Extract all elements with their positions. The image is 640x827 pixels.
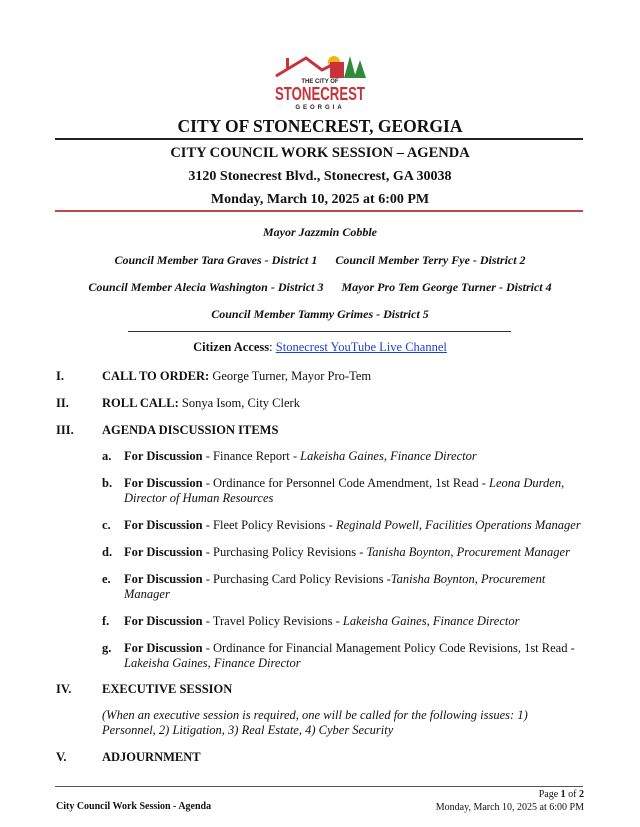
item-presenter: Leona Durden, Director of Human Resources xyxy=(124,476,565,505)
section-number: II. xyxy=(56,396,69,410)
section-title: AGENDA DISCUSSION ITEMS xyxy=(102,423,279,437)
divider xyxy=(55,138,583,140)
divider-thin xyxy=(128,331,511,332)
item-letter: b. xyxy=(102,476,113,490)
section-number: IV. xyxy=(56,682,72,696)
section-number: I. xyxy=(56,369,64,383)
meeting-title: CITY COUNCIL WORK SESSION – AGENDA xyxy=(170,145,470,161)
item-presenter: Lakeisha Gaines, Finance Director xyxy=(300,449,477,463)
item-letter: e. xyxy=(102,572,111,586)
item-letter: f. xyxy=(102,614,110,628)
item-presenter: Reginald Powell, Facilities Operations Manager xyxy=(335,518,581,532)
stonecrest-logo xyxy=(272,52,368,112)
roof-icon xyxy=(276,58,334,76)
tree-icon xyxy=(354,60,366,78)
page-number: Page 1 of 2 xyxy=(538,789,584,800)
item-presenter: Lakeisha Gaines, Finance Director xyxy=(124,656,301,670)
logo-sub-text: GEORGIA xyxy=(295,105,345,111)
item-presenter: Tanisha Boynton, Procurement Manager xyxy=(124,572,546,601)
council-member-d4: Mayor Pro Tem George Turner - District 4 xyxy=(341,280,552,294)
footer-document-title: City Council Work Session - Agenda xyxy=(56,801,212,812)
section-number: V. xyxy=(56,750,67,764)
logo-main-text: STONECREST xyxy=(275,84,366,104)
meeting-datetime: Monday, March 10, 2025 at 6:00 PM xyxy=(210,192,430,207)
council-member-d3: Council Member Alecia Washington - District 3 xyxy=(88,280,324,294)
section-title: ROLL CALL: xyxy=(102,396,179,410)
council-member-d5: Council Member Tammy Grimes - District 5 xyxy=(211,307,429,321)
section-title: CALL TO ORDER: xyxy=(102,369,210,383)
citizen-access-label: Citizen Access xyxy=(193,340,270,354)
officials-row xyxy=(0,280,640,295)
item-presenter: Lakeisha Gaines, Finance Director xyxy=(342,614,520,628)
meeting-address: 3120 Stonecrest Blvd., Stonecrest, GA 30038 xyxy=(188,169,452,184)
section-title: ADJOURNMENT xyxy=(102,750,201,764)
officials-row xyxy=(0,253,640,268)
citizen-access: Citizen Access: Stonecrest YouTube Live Channel xyxy=(193,340,447,354)
tree-icon xyxy=(344,56,356,78)
mayor-name: Mayor Jazzmin Cobble xyxy=(262,225,377,239)
section-number: III. xyxy=(56,423,74,437)
footer-datetime: Monday, March 10, 2025 at 6:00 PM xyxy=(435,802,584,813)
building-icon xyxy=(330,62,344,78)
item-letter: c. xyxy=(102,518,111,532)
city-title: CITY OF STONECREST, GEORGIA xyxy=(177,116,463,136)
item-letter: a. xyxy=(102,449,112,463)
divider-red xyxy=(55,210,583,212)
item-letter: g. xyxy=(102,641,112,655)
council-member-d1: Council Member Tara Graves - District 1 xyxy=(114,253,318,267)
footer-divider xyxy=(55,786,583,787)
section-text: Sonya Isom, City Clerk xyxy=(178,396,300,410)
item-presenter: Tanisha Boynton, Procurement Manager xyxy=(366,545,570,559)
footer-right xyxy=(436,788,584,814)
logo-top-text: THE CITY OF xyxy=(301,79,339,85)
section-title: EXECUTIVE SESSION xyxy=(102,682,233,696)
item-letter: d. xyxy=(102,545,113,559)
logo-graphic xyxy=(272,52,368,112)
youtube-channel-link[interactable]: Stonecrest YouTube Live Channel xyxy=(275,340,447,354)
section-text: George Turner, Mayor Pro-Tem xyxy=(209,369,372,383)
council-member-d2: Council Member Terry Fye - District 2 xyxy=(335,253,526,267)
executive-session-note: (When an executive session is required, one will be called for the following issues: 1) Personnel, 2) Litigation, 3) Real Estate, 4) Cyber Security xyxy=(102,708,528,737)
